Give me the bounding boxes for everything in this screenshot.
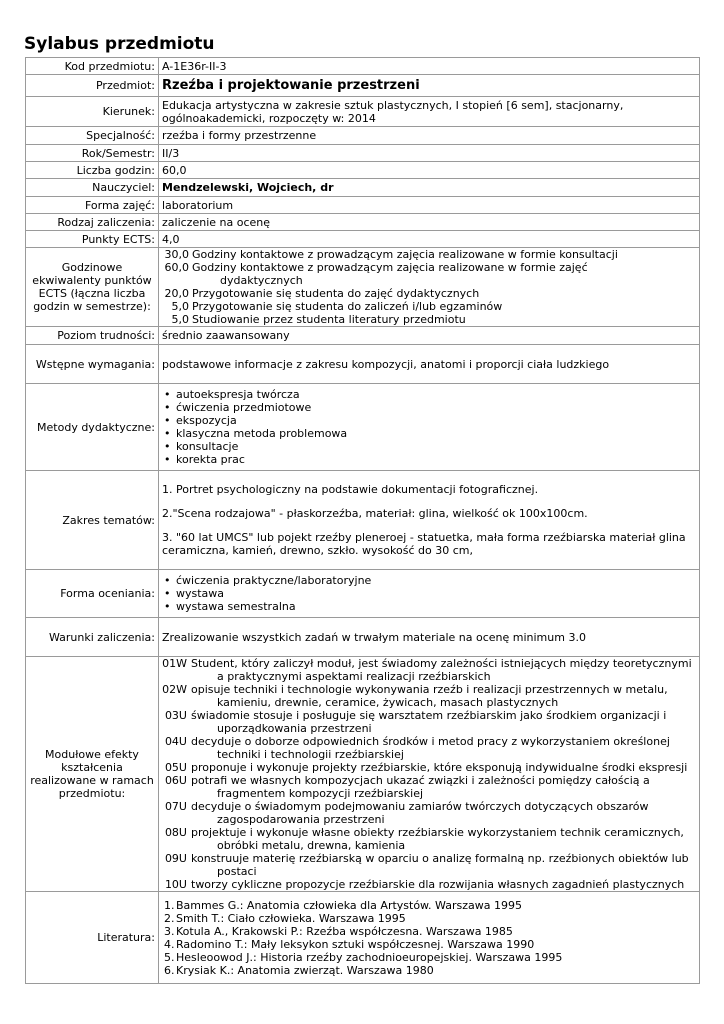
list-item: • konsultacje: [164, 440, 239, 453]
literature-item: [164, 899, 696, 912]
effect-text: kamieniu, drewnie, ceramice, żywicach, masach plastycznych: [217, 696, 559, 709]
effect-text: a praktycznymi aspektami realizacji rzeźbiarskich: [217, 670, 491, 683]
wymagania-label: Wstępne wymagania:: [26, 345, 159, 384]
effect-code: 04U: [164, 735, 187, 748]
row-poziom: [26, 327, 700, 345]
literatura-list: [159, 892, 700, 984]
effect-text: decyduje o doborze odpowiednich środków i metod pracy z wykorzystaniem określonej: [191, 735, 670, 748]
forma-label: Forma zajęć:: [26, 197, 159, 214]
list-item-text: ćwiczenia praktyczne/laboratoryjne: [176, 574, 372, 587]
effect-text: postaci: [217, 865, 257, 878]
effect-item: [159, 774, 696, 800]
effect-item: [159, 800, 696, 826]
kod-label: Kod przedmiotu:: [26, 58, 159, 75]
zaliczenie-value: zaliczenie na ocenę: [159, 214, 700, 231]
ekwiwalent-text-line: dydaktycznych: [220, 274, 303, 287]
literatura-label: Literatura:: [26, 892, 159, 984]
effect-item: [159, 761, 696, 774]
ekwiwalent-hours: 5,0: [171, 300, 189, 313]
list-item: • wystawa: [164, 587, 225, 600]
kierunek-line2: ogólnoakademicki, rozpoczęty w: 2014: [162, 111, 376, 125]
list-item: • wystawa semestralna: [164, 600, 296, 613]
effect-code: 07U: [164, 800, 187, 813]
zakres-list: [159, 471, 700, 570]
page-title: Sylabus przedmiotu: [24, 34, 215, 54]
list-item: • ćwiczenia przedmiotowe: [164, 401, 312, 414]
effect-item: [159, 878, 696, 891]
literature-number: 3.: [164, 924, 175, 938]
effect-item: [159, 826, 696, 852]
ekwiwalent-text-line: Godziny kontaktowe z prowadzącym zajęcia realizowane w formie zajęć: [192, 261, 588, 274]
row-metody: [26, 384, 700, 471]
ocenianie-list: [159, 570, 700, 618]
kierunek-line1: Edukacja artystyczna w zakresie sztuk plastycznych, I stopień [6 sem], stacjonarny,: [162, 98, 624, 112]
ocenianie-label: Forma oceniania:: [26, 570, 159, 618]
row-kierunek: [26, 97, 700, 127]
effect-item: [159, 683, 696, 709]
effect-text: potrafi we własnych kompozycjach ukazać związki i zależności pomiędzy całością a: [191, 774, 650, 787]
list-item-text: korekta prac: [176, 453, 245, 466]
rok-label: Rok/Semestr:: [26, 145, 159, 162]
effect-text: techniki i technologii rzeźbiarskiej: [217, 748, 404, 761]
godziny-value: 60,0: [159, 162, 700, 179]
row-forma: [26, 197, 700, 214]
przedmiot-value: Rzeźba i projektowanie przestrzeni: [159, 75, 700, 97]
effect-text: obróbki metalu, drewna, kamienia: [217, 839, 406, 852]
list-item: • autoekspresja twórcza: [164, 388, 300, 401]
effect-text: uporządkowania przestrzeni: [217, 722, 372, 735]
effect-text: fragmentem kompozycji rzeźbiarskiej: [217, 787, 424, 800]
ekwiwalent-hours: 30,0: [164, 248, 189, 261]
metody-label: Metody dydaktyczne:: [26, 384, 159, 471]
literature-item: [164, 925, 696, 938]
effect-text: decyduje o świadomym podejmowaniu zamiarów twórczych dotyczących obszarów: [191, 800, 649, 813]
effect-item: [159, 852, 696, 878]
literature-item: [164, 912, 696, 925]
efekty-label: [26, 657, 159, 892]
literature-text: Hesleoowod J.: Historia rzeźby zachodnioeuropejskiej. Warszawa 1995: [176, 950, 563, 964]
topic-item: [162, 531, 696, 557]
metody-list: [159, 384, 700, 471]
effect-text: świadomie stosuje i posługuje się warsztatem rzeźbiarskim jako środkiem organizacji i: [191, 709, 667, 722]
row-godziny: [26, 162, 700, 179]
ekwiwalent-item: [162, 313, 696, 326]
ekwiwalent-list: [159, 248, 700, 327]
ekwiwalent-text: Przygotowanie się studenta do zaliczeń i/lub egzaminów: [192, 300, 503, 313]
effect-text: tworzy cykliczne propozycje rzeźbiarskie dla rozwijania własnych zagadnień plastycznych: [191, 878, 685, 891]
row-ects: [26, 231, 700, 248]
list-item-text: klasyczna metoda problemowa: [176, 427, 348, 440]
effect-code: 03U: [164, 709, 187, 722]
literature-item: [164, 938, 696, 951]
list-item-text: wystawa semestralna: [176, 600, 296, 613]
kierunek-label: Kierunek:: [26, 97, 159, 127]
warunki-label: Warunki zaliczenia:: [26, 618, 159, 657]
ects-label: Punkty ECTS:: [26, 231, 159, 248]
row-zaliczenie: [26, 214, 700, 231]
specjalnosc-label: Specjalność:: [26, 127, 159, 145]
effect-text: Student, który zaliczył moduł, jest świadomy zależności istniejących między teoretycznymi: [191, 657, 692, 670]
row-literatura: [26, 892, 700, 984]
list-item: • korekta prac: [164, 453, 245, 466]
list-item-text: ćwiczenia przedmiotowe: [176, 401, 312, 414]
ekwiwalent-label-line: ECTS (łączna liczba: [38, 287, 146, 300]
kod-value: A-1E36r-II-3: [159, 58, 700, 75]
effect-code: 02W: [162, 683, 187, 696]
row-zakres: [26, 471, 700, 570]
literature-number: 4.: [164, 937, 175, 951]
row-przedmiot: [26, 75, 700, 97]
topic-item: 2."Scena rodzajowa" - płaskorzeźba, materiał: glina, wielkość ok 100x100cm.: [162, 507, 588, 520]
ekwiwalent-label-line: godzin w semestrze):: [33, 300, 151, 313]
literature-item: [164, 964, 696, 977]
literature-number: 5.: [164, 950, 175, 964]
ects-value: 4,0: [159, 231, 700, 248]
effect-code: 10U: [164, 878, 187, 891]
row-rok: [26, 145, 700, 162]
literature-number: 1.: [164, 898, 175, 912]
ekwiwalent-item: [162, 300, 696, 313]
literature-text: Smith T.: Ciało człowieka. Warszawa 1995: [176, 911, 406, 925]
literature-item: [164, 951, 696, 964]
literature-number: 2.: [164, 911, 175, 925]
zaliczenie-label: Rodzaj zaliczenia:: [26, 214, 159, 231]
zakres-label: Zakres tematów:: [26, 471, 159, 570]
ekwiwalent-hours: 5,0: [171, 313, 189, 326]
specjalnosc-value: rzeźba i formy przestrzenne: [159, 127, 700, 145]
efekty-label-line: Modułowe efekty: [45, 748, 139, 761]
effect-text: opisuje techniki i technologie wykonywania rzeźb i realizacji przestrzennych w metalu,: [191, 683, 668, 696]
efekty-label-line: kształcenia: [61, 761, 123, 774]
list-item: • ekspozycja: [164, 414, 237, 427]
przedmiot-label: Przedmiot:: [26, 75, 159, 97]
efekty-label-line: realizowane w ramach: [30, 774, 154, 787]
literature-text: Radomino T.: Mały leksykon sztuki współczesnej. Warszawa 1990: [176, 937, 535, 951]
effect-item: [159, 709, 696, 735]
topic-line: 3. "60 lat UMCS" lub pojekt rzeźby pleneroej - statuetka, mała forma rzeźbiarska materiał glina: [162, 531, 686, 544]
nauczyciel-value: Mendzelewski, Wojciech, dr: [159, 179, 700, 197]
efekty-label-line: przedmiotu:: [58, 787, 126, 800]
effect-text: proponuje i wykonuje projekty rzeźbiarskie, które eksponują indywidualne środki ekspresji: [191, 761, 688, 774]
effect-text: zagospodarowania przestrzeni: [217, 813, 385, 826]
effect-item: [159, 735, 696, 761]
ekwiwalent-label-line: Godzinowe: [61, 261, 123, 274]
literature-number: 6.: [164, 963, 175, 977]
list-item: • klasyczna metoda problemowa: [164, 427, 348, 440]
rok-value: II/3: [159, 145, 700, 162]
kierunek-value: [159, 97, 700, 127]
ekwiwalent-item: [162, 287, 696, 300]
topic-line: ceramiczna, kamień, drewno, szkło. wysokość do 30 cm,: [162, 544, 473, 557]
ekwiwalent-item: [162, 261, 696, 287]
list-item-text: wystawa: [176, 587, 225, 600]
godziny-label: Liczba godzin:: [26, 162, 159, 179]
list-item: • ćwiczenia praktyczne/laboratoryjne: [164, 574, 372, 587]
ekwiwalent-text: Przygotowanie się studenta do zajęć dydaktycznych: [192, 287, 480, 300]
ekwiwalent-hours: 60,0: [164, 261, 189, 274]
list-item-text: ekspozycja: [176, 414, 237, 427]
row-ocenianie: [26, 570, 700, 618]
ekwiwalent-hours: 20,0: [164, 287, 189, 300]
row-wymagania: [26, 345, 700, 384]
syllabus-table: [25, 57, 700, 984]
row-warunki: [26, 618, 700, 657]
literature-text: Bammes G.: Anatomia człowieka dla Artystów. Warszawa 1995: [176, 898, 522, 912]
poziom-value: średnio zaawansowany: [159, 327, 700, 345]
ekwiwalent-label: [26, 248, 159, 327]
ekwiwalent-text: Godziny kontaktowe z prowadzącym zajęcia realizowane w formie konsultacji: [192, 248, 618, 261]
topic-item: 1. Portret psychologiczny na podstawie dokumentacji fotograficznej.: [162, 483, 539, 496]
ekwiwalent-text: [189, 261, 696, 287]
effect-text: konstruuje materię rzeźbiarską w oparciu o analizę formalną np. rzeźbionych obiektów lub: [191, 852, 689, 865]
effect-code: 08U: [164, 826, 187, 839]
warunki-value: Zrealizowanie wszystkich zadań w trwałym materiale na ocenę minimum 3.0: [159, 618, 700, 657]
effect-code: 06U: [164, 774, 187, 787]
nauczyciel-label: Nauczyciel:: [26, 179, 159, 197]
row-efekty: [26, 657, 700, 892]
poziom-label: Poziom trudności:: [26, 327, 159, 345]
row-ekwiwalent: [26, 248, 700, 327]
efekty-list: [159, 657, 700, 892]
list-item-text: konsultacje: [176, 440, 239, 453]
row-specjalnosc: [26, 127, 700, 145]
row-kod: [26, 58, 700, 75]
wymagania-value: podstawowe informacje z zakresu kompozycji, anatomi i proporcji ciała ludzkiego: [159, 345, 700, 384]
effect-item: [159, 657, 696, 683]
effect-code: 09U: [164, 852, 187, 865]
effect-code: 05U: [164, 761, 187, 774]
literature-text: Krysiak K.: Anatomia zwierząt. Warszawa 1980: [176, 963, 434, 977]
ekwiwalent-item: [162, 248, 696, 261]
effect-code: 01W: [162, 657, 187, 670]
effect-text: projektuje i wykonuje własne obiekty rzeźbiarskie wykorzystaniem technik ceramicznych,: [191, 826, 684, 839]
ekwiwalent-text: Studiowanie przez studenta literatury przedmiotu: [192, 313, 466, 326]
ekwiwalent-label-line: ekwiwalenty punktów: [32, 274, 152, 287]
literature-text: Kotula A., Krakowski P.: Rzeźba współczesna. Warszawa 1985: [176, 924, 513, 938]
list-item-text: autoekspresja twórcza: [176, 388, 300, 401]
row-nauczyciel: [26, 179, 700, 197]
forma-value: laboratorium: [159, 197, 700, 214]
